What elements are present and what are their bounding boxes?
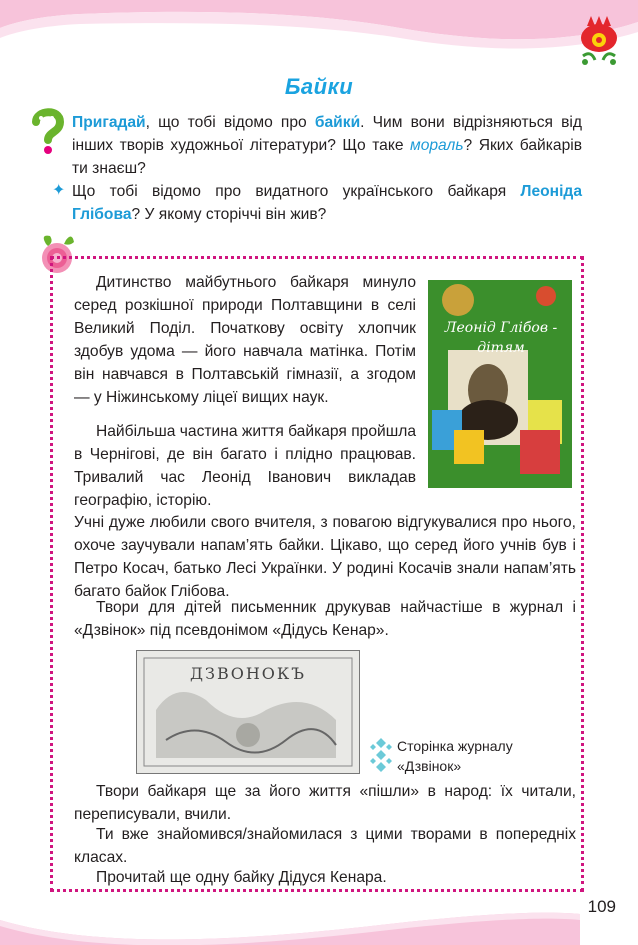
page-title: Байки <box>284 74 354 99</box>
intro-question-2: Що тобі відомо про видатного українського байкаря Леоніда Глібова? У якому сторіччі він жив? <box>72 183 582 223</box>
paragraph-5: Твори байкаря ще за його життя «пішли» в народ: їх читали, переписували, вчили. <box>74 783 576 823</box>
caption-line-1: Сторінка журналу <box>397 738 513 754</box>
paragraph-4: Твори для дітей письменник друкував найчастіше в журнал і «Дзвінок» під псевдонімом «Дідусь Кенар». <box>74 599 576 639</box>
paragraph-7: Прочитай ще одну байку Дідуся Кенара. <box>96 869 387 886</box>
question-mark-icon <box>28 106 68 154</box>
intro-question-1: Пригадай, що тобі відомо про байки́. Чим вони відрізняються від інших творів художньої літератури? Що таке мораль? Яких байкарів ти знаєш? <box>72 114 582 177</box>
folk-flower-ornament-icon <box>577 16 621 68</box>
paragraph-1: Дитинство майбутнього байкаря минуло серед розкішної природи Полтавщини в селі Великий Поділ. Початкову освіту хлопчик здобув удома — його навчала матінка. Потім він навчався в Полтавській гімназії, а згодом — у Ніжинському ліцеї вищих наук. <box>74 274 416 406</box>
book-cover-title: дітям <box>477 340 525 356</box>
page-number: 109 <box>587 897 616 916</box>
image-caption <box>397 736 513 776</box>
magazine-masthead: ДЗВОНОКЪ <box>189 664 306 683</box>
book-cover-author: Леонід Глібов - <box>444 320 558 336</box>
paragraph-3: Учні дуже любили свого вчителя, з повагою відгукувалися про нього, охоче заучували напам’ять байки. Цікаво, що серед його учнів був і Петро Косач, батько Лесі Українки. У родині Косачів знали напам’ять багато байок Глібова. <box>74 514 576 600</box>
bottom-decor-band <box>0 880 638 945</box>
sparkle-icon: ✦ <box>52 182 66 199</box>
caption-line-2: «Дзвінок» <box>397 758 462 774</box>
top-decor-band <box>0 0 638 70</box>
paragraph-6: Ти вже знайомився/знайомилася з цими творами в попередніх класах. <box>74 826 576 866</box>
glibov-book-cover-image <box>428 280 572 488</box>
caption-ornament-icon <box>370 738 392 772</box>
paragraph-2: Найбільша частина життя байкаря пройшла в Чернігові, де він багато і плідно працював. Тривалий час Леонід Іванович викладав географію, історію. <box>74 423 416 509</box>
